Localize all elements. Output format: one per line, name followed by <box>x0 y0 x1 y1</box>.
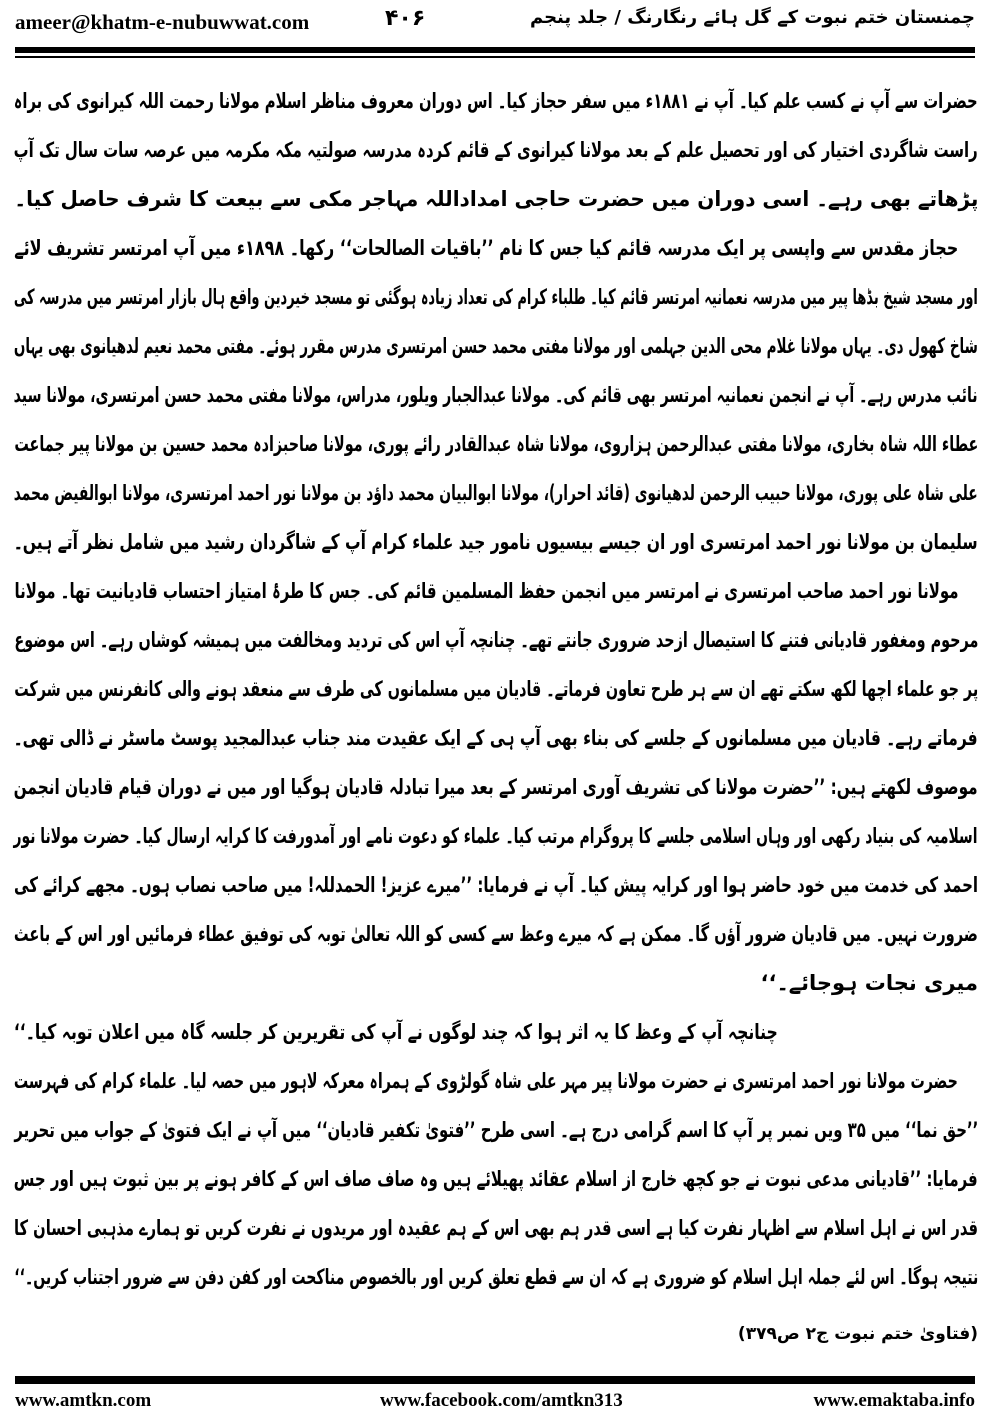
text-line-content: میری نجات ہوجائے۔‘‘ <box>760 971 978 995</box>
page-header <box>0 6 990 42</box>
text-line <box>14 276 978 325</box>
text-line-content: پڑھاتے بھی رہے۔ اسی دوران میں حضرت حاجی امداداللہ مہاجر مکی سے بیعت کا شرف حاصل کیا۔ <box>14 187 978 211</box>
text-line <box>14 668 978 717</box>
text-line <box>14 325 978 374</box>
text-line-content: احمد کی خدمت میں خود حاضر ہوا اور کرایہ پیش کیا۔ آپ نے فرمایا: ’’میرے عزیز! الحمدللہ! میں صاحب نصاب ہوں۔ مجھے کرائے کی <box>14 873 978 897</box>
text-line-content: فرماتے رہے۔ قادیان میں مسلمانوں کے جلسے کی بناء بھی آپ ہی کے ایک عقیدت مند جناب عبدالمجید پوسٹ ماسٹر نے ڈالی تھی۔ <box>14 726 978 750</box>
text-line-content: حضرت مولانا نور احمد امرتسری نے حضرت مولانا پیر مہر علی شاہ گولڑوی کے ہمراہ معرکہ لاہور میں حصہ لیا۔ علماء کرام کی فہرست <box>14 1069 958 1093</box>
text-line-content: فرمایا: ’’قادیانی مدعی نبوت نے جو کچھ خارج از اسلام عقائد پھیلائے ہیں وہ صاف صاف اس کے کافر ہونے پر بین ثبوت ہیں اور جس <box>14 1167 978 1191</box>
text-line <box>14 913 978 962</box>
header-rule-thick <box>15 47 975 53</box>
text-line-content: مولانا نور احمد صاحب امرتسری نے امرتسر میں انجمن حفظ المسلمین قائم کی۔ جس کا طرۂ امتیاز احتساب قادیانیت تھا۔ مولانا <box>14 579 958 603</box>
page-body <box>14 80 978 1362</box>
text-line <box>14 864 978 913</box>
citation-text: (فتاویٰ ختم نبوت ج۲ ص۳۷۹) <box>737 1324 978 1344</box>
text-line-content: مرحوم ومغفور قادیانی فتنے کا استیصال ازحد ضروری جانتے تھے۔ چنانچہ آپ اس کی تردید ومخالفت میں ہمیشہ کوشاں رہے۔ اس موضوع <box>14 628 978 652</box>
citation <box>14 1313 978 1362</box>
header-rule-thin <box>15 56 975 58</box>
text-line <box>14 1256 978 1305</box>
text-line-content: اور مسجد شیخ بڈھا پیر میں مدرسہ نعمانیہ امرتسر قائم کیا۔ طلباء کرام کی تعداد زیادہ ہوگئی تو مسجد خیردین واقع ہال بازار امرتسر میں مدرسہ کی <box>13 285 978 309</box>
text-line-content: ’’حق نما‘‘ میں ۳۵ ویں نمبر پر آپ کا اسم گرامی درج ہے۔ اسی طرح ’’فتویٰ تکفیر قادیان‘‘ میں آپ نے ایک فتویٰ کے جواب میں تحریر <box>14 1118 978 1142</box>
text-line-content: قدر اس نے اہل اسلام سے اظہار نفرت کیا ہے اسی قدر ہم بھی اس کے ہم عقیدہ اور مریدوں نے نفرت کریں تو ہمارے مذہبی احسان کا <box>14 1216 978 1240</box>
text-line <box>14 521 978 570</box>
text-line-content: اسلامیہ کی بنیاد رکھی اور وہاں اسلامی جلسے کا پروگرام مرتب کیا۔ علماء کو دعوت نامے اور آمدورفت کا کرایہ ارسال کیا۔ حضرت مولانا نور <box>14 824 978 848</box>
text-line-content: نتیجہ ہوگا۔ اس لئے جملہ اہل اسلام کو ضروری ہے کہ ان سے قطع تعلق کریں اور بالخصوص مناکحت اور کفن دفن سے ضرور اجتناب کریں۔‘‘ <box>14 1265 978 1289</box>
text-line-content: ضرورت نہیں۔ میں قادیان ضرور آؤں گا۔ ممکن ہے کہ میرے وعظ سے کسی کو اللہ تعالیٰ توبہ کی توفیق عطاء فرمائیں اور اس کے باعث <box>14 922 978 946</box>
text-line-content: علی شاہ علی پوری، مولانا حبیب الرحمن لدھیانوی (قائد احرار)، مولانا ابوالبیان محمد داؤد بن مولانا نور احمد امرتسری، مولانا ابوالفیض محمد <box>14 481 978 505</box>
text-line-content: شاخ کھول دی۔ یہاں مولانا غلام محی الدین جہلمی اور مولانا مفتی محمد حسن امرتسری مدرس مقرر ہوئے۔ مفتی محمد نعیم لدھیانوی بھی یہاں <box>14 334 978 358</box>
text-line-content: حضرات سے آپ نے کسب علم کیا۔ آپ نے ۱۸۸۱ء میں سفر حجاز کیا۔ اس دوران معروف مناظر اسلام مولانا رحمت اللہ کیرانوی کی براہ <box>14 89 978 113</box>
text-line-content: راست شاگردی اختیار کی اور تحصیل علم کے بعد مولانا کیرانوی کے قائم کردہ مدرسہ صولتیہ مکہ مکرمہ میں عرصہ سات سال تک آپ <box>14 138 978 162</box>
text-line <box>14 570 978 619</box>
text-line <box>14 1207 978 1256</box>
header-email: ameer@khatm-e-nubuwwat.com <box>15 10 310 34</box>
text-line-content: سلیمان بن مولانا نور احمد امرتسری اور ان جیسے بیسیوں نامور جید علماء کرام آپ کے شاگردان رشید میں شامل نظر آتے ہیں۔ <box>14 530 978 554</box>
text-line <box>14 178 978 227</box>
footer-link-website[interactable]: www.amtkn.com <box>15 1390 152 1411</box>
text-line <box>14 962 978 1011</box>
page-number: ۴۰۶ <box>385 6 426 31</box>
text-line <box>14 129 978 178</box>
text-line <box>14 80 978 129</box>
quote-line <box>14 1011 978 1060</box>
text-line <box>14 1060 978 1109</box>
text-line <box>14 1158 978 1207</box>
text-line <box>14 1109 978 1158</box>
text-line <box>14 717 978 766</box>
text-line <box>14 374 978 423</box>
text-line-content: عطاء اللہ شاہ بخاری، مولانا مفتی عبدالرحمن ہزاروی، مولانا شاہ عبدالقادر رائے پوری، مولانا صاحبزادہ محمد حسین بن مولانا پیر جماعت <box>14 432 978 456</box>
text-line <box>14 619 978 668</box>
text-line <box>14 766 978 815</box>
text-line-content: نائب مدرس رہے۔ آپ نے انجمن نعمانیہ امرتسر بھی قائم کی۔ مولانا عبدالجبار ویلور، مدراس، مولانا مفتی محمد حسن امرتسری، مولانا سید <box>14 383 978 407</box>
footer-link-emaktaba[interactable]: www.emaktaba.info <box>813 1390 975 1411</box>
text-line <box>14 227 978 276</box>
footer-rule <box>15 1376 975 1384</box>
text-line-content: حجاز مقدس سے واپسی پر ایک مدرسہ قائم کیا جس کا نام ’’باقیات الصالحات‘‘ رکھا۔ ۱۸۹۸ء میں آپ امرتسر تشریف لائے <box>14 236 958 260</box>
quote-line-content: چنانچہ آپ کے وعظ کا یہ اثر ہوا کہ چند لوگوں نے آپ کی تقریرین کر جلسہ گاہ میں اعلان توبہ کیا۔‘‘ <box>14 1020 778 1044</box>
text-line-content: پر جو علماء اچھا لکھ سکتے تھے ان سے ہر طرح تعاون فرماتے۔ قادیان میں مسلمانوں کی طرف سے منعقد ہونے والی کانفرنس میں شرکت <box>14 677 978 701</box>
text-line <box>14 815 978 864</box>
text-line <box>14 472 978 521</box>
text-line-content: موصوف لکھتے ہیں: ’’حضرت مولانا کی تشریف آوری امرتسر کے بعد میرا تبادلہ قادیان ہوگیا اور میں نے دوران قیام قادیان انجمن <box>14 775 978 799</box>
footer-link-facebook[interactable]: www.facebook.com/amtkn313 <box>380 1390 623 1411</box>
text-line <box>14 423 978 472</box>
book-title: چمنستان ختم نبوت کے گل ہائے رنگارنگ / جلد پنجم <box>529 7 975 28</box>
